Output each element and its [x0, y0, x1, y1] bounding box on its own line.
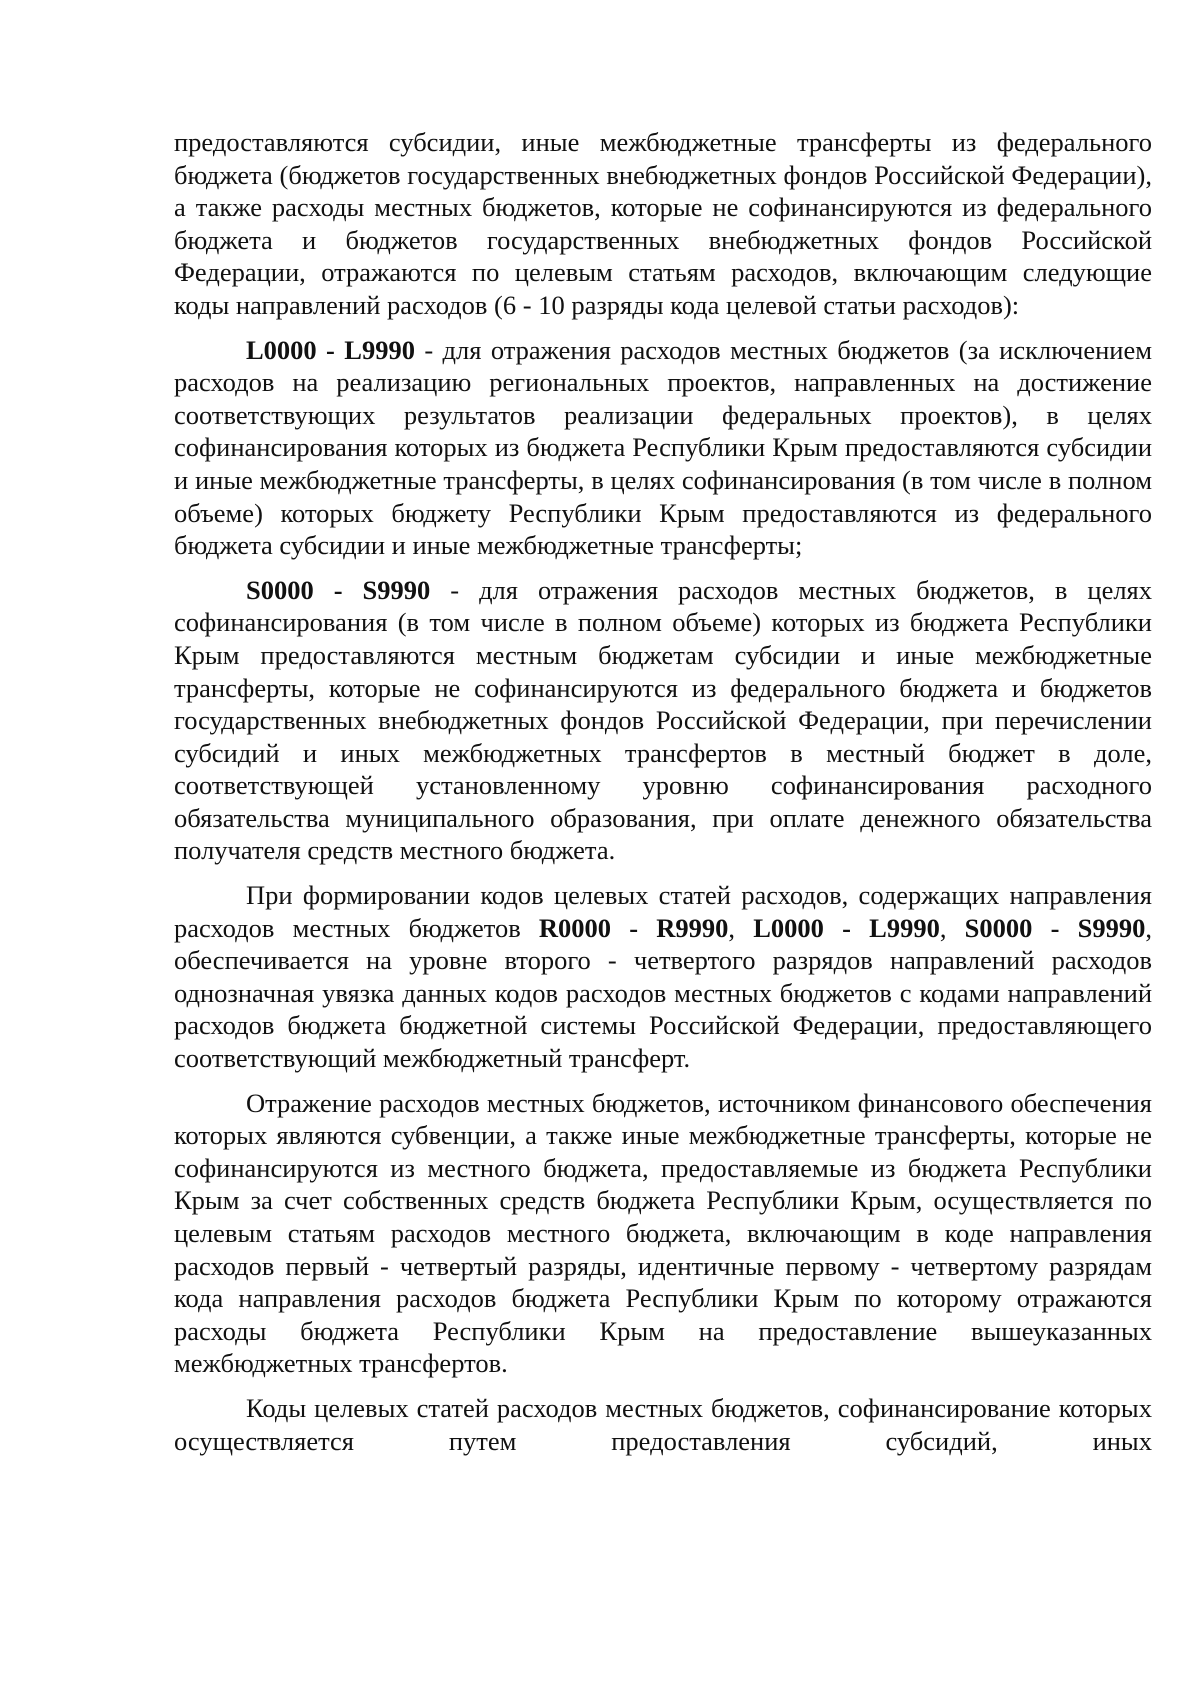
document-page	[174, 126, 1152, 1469]
document-paragraph	[174, 1087, 1152, 1380]
paragraph-text: - для отражения расходов местных бюджетов, в целях софинансирования (в том числе в полном объеме) которых из бюджета Республики Крым предоставляются местным бюджетам субсидии и иные межбюджетные трансферты, которые не софинансируются из федерального бюджета и бюджетов государственных внебюджетных фондов Российской Федерации, при перечислении субсидий и иных межбюджетных трансфертов в местный бюджет в доле, соответствующей установленному уровню софинансирования расходного обязательства муниципального образования, при оплате денежного обязательства получателя средств местного бюджета.	[174, 574, 1153, 866]
paragraph-text: Отражение расходов местных бюджетов, источником финансового обеспечения которых являются субвенции, а также иные межбюджетные трансферты, которые не софинансируются из местного бюджета, предоставляемые из бюджета Республики Крым за счет собственных средств бюджета Республики Крым, осуществляется по целевым статьям расходов местного бюджета, включающим в коде направления расходов первый - четвертый разряды, идентичные первому - четвертому разрядам кода направления расходов бюджета Республики Крым по которому отражаются расходы бюджета Республики Крым на предоставление вышеуказанных межбюджетных трансфертов.	[174, 1087, 1152, 1379]
paragraph-text: , обеспечивается на уровне второго - четвертого разрядов направлений расходов однозначная увязка данных кодов расходов местных бюджетов с кодами направлений расходов бюджета бюджетной системы Российской Федерации, предоставляющего соответствующий межбюджетный трансферт.	[174, 912, 1152, 1074]
paragraph-text: При формировании кодов целевых статей расходов, содержащих направления расходов местных бюджетов	[174, 880, 1152, 943]
document-paragraph	[174, 879, 1152, 1075]
document-paragraph	[174, 126, 1152, 322]
expense-code-range: S0000 - S9990	[964, 912, 1146, 943]
paragraph-text: ,	[939, 912, 965, 943]
document-paragraph	[174, 574, 1152, 867]
expense-code-range: S0000 - S9990	[246, 574, 431, 605]
paragraph-text: - для отражения расходов местных бюджетов (за исключением расходов на реализацию региональных проектов, направленных на достижение соответствующих результатов реализации федеральных проектов), в целях софинансирования которых из бюджета Республики Крым предоставляются субсидии и иные межбюджетные трансферты, в целях софинансирования (в том числе в полном объеме) которых бюджету Республики Крым предоставляются из федерального бюджета субсидии и иные межбюджетные трансферты;	[174, 334, 1152, 561]
paragraph-text: ,	[728, 912, 754, 943]
expense-code-range: L0000 - L9990	[246, 334, 415, 365]
document-paragraph	[174, 1392, 1152, 1457]
expense-code-range: L0000 - L9990	[753, 912, 940, 943]
document-paragraph	[174, 334, 1152, 562]
paragraph-text: предоставляются субсидии, иные межбюджетные трансферты из федерального бюджета (бюджетов государственных внебюджетных фондов Российской Федерации), а также расходы местных бюджетов, которые не софинансируются из федерального бюджета и бюджетов государственных внебюджетных фондов Российской Федерации, отражаются по целевым статьям расходов, включающим следующие коды направлений расходов (6 - 10 разряды кода целевой статьи расходов):	[174, 127, 1152, 320]
paragraph-text: Коды целевых статей расходов местных бюджетов, софинансирование которых осуществляется путем предоставления субсидий, иных	[174, 1392, 1152, 1456]
expense-code-range: R0000 - R9990	[538, 912, 729, 943]
